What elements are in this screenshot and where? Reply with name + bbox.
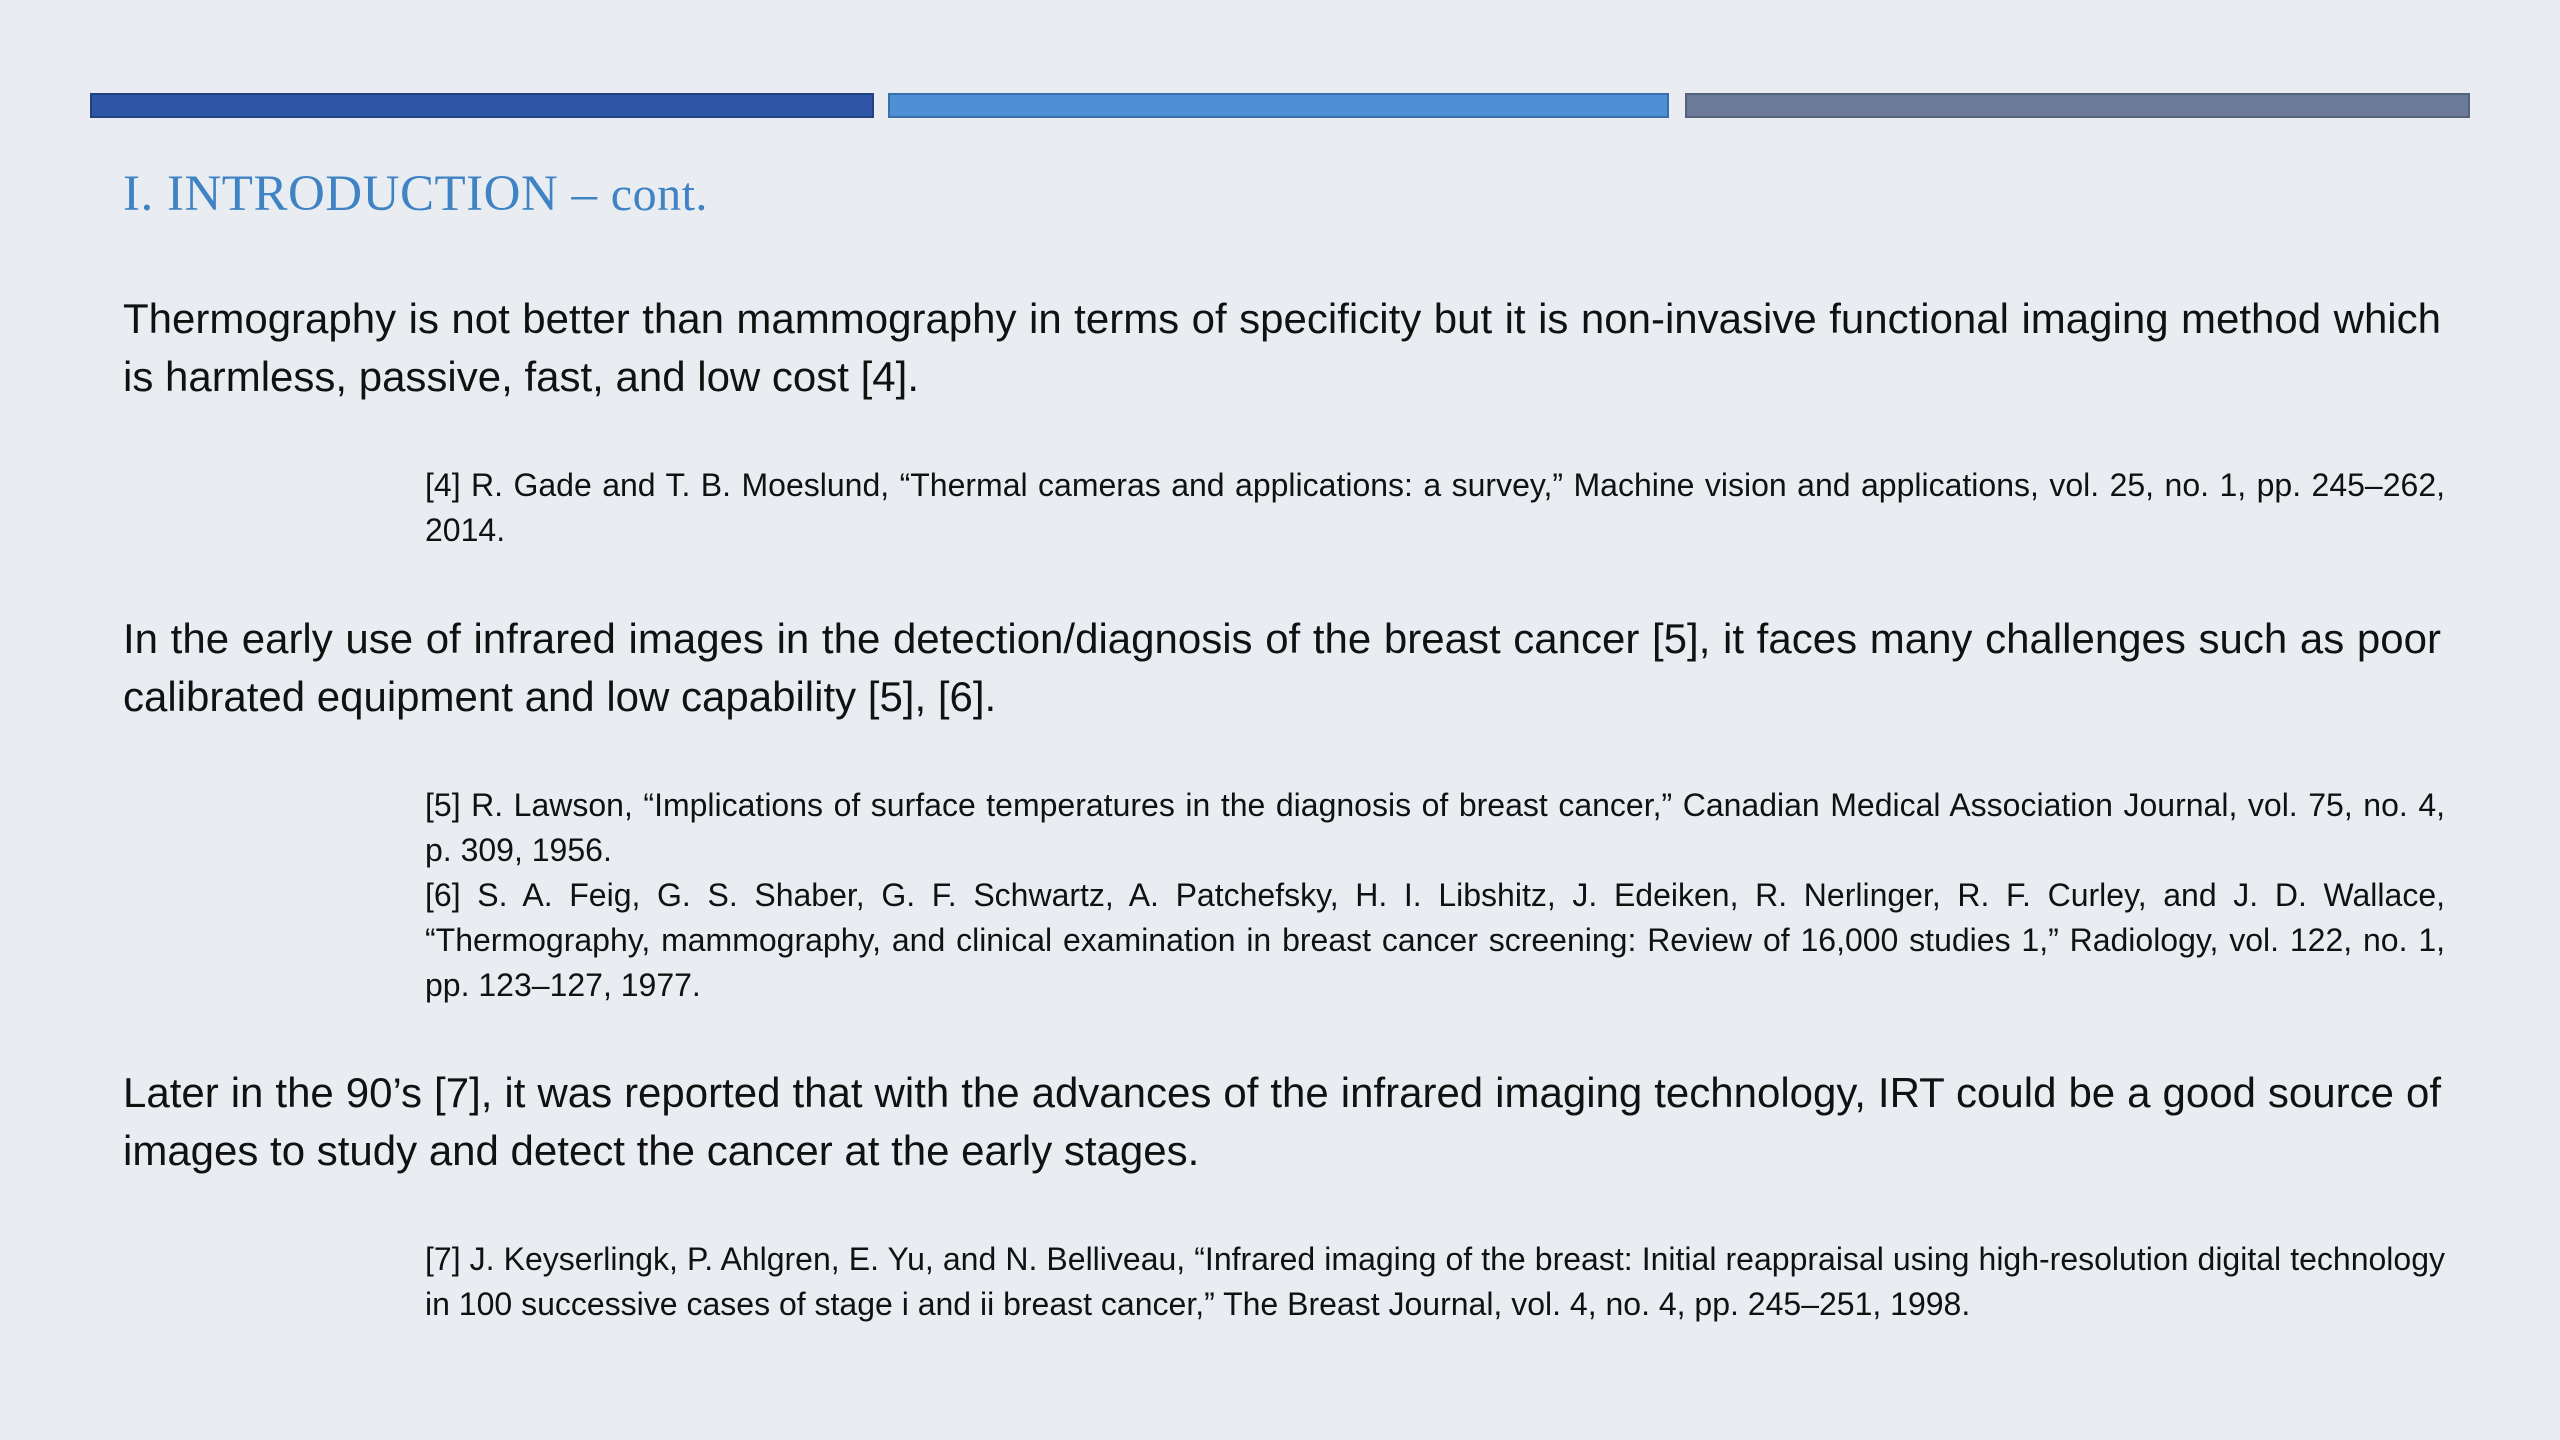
reference-7: [7] J. Keyserlingk, P. Ahlgren, E. Yu, and N. Belliveau, “Infrared imaging of the breast: Initial reappraisal using high-resolution digital technology in 100 successive cases of stage i and ii breast cancer,” The Breast Journal, vol. 4, no. 4, pp. 245–251, 1998. xyxy=(425,1241,2445,1322)
header-bar-middle xyxy=(888,93,1669,118)
reference-4: [4] R. Gade and T. B. Moeslund, “Thermal cameras and applications: a survey,” Machine vision and applications, vol. 25, no. 1, pp. 245–262, 2014. xyxy=(425,467,2445,548)
reference-block-5-6 xyxy=(425,783,2445,1008)
slide-title-main: I. INTRODUCTION – xyxy=(123,166,611,222)
slide-title xyxy=(123,165,708,223)
paragraph-thermography: Thermography is not better than mammography in terms of specificity but it is non-invasive functional imaging method which is harmless, passive, fast, and low cost [4]. xyxy=(123,295,2441,400)
reference-6: [6] S. A. Feig, G. S. Shaber, G. F. Schwartz, A. Patchefsky, H. I. Libshitz, J. Edeiken, R. Nerlinger, R. F. Curley, and J. D. Wallace, “Thermography, mammography, and clinical examination in breast cancer screening: Review of 16,000 studies 1,” Radiology, vol. 122, no. 1, pp. 123–127, 1977. xyxy=(425,877,2445,1003)
paragraph-early-use: In the early use of infrared images in the detection/diagnosis of the breast cancer [5], it faces many challenges such as poor calibrated equipment and low capability [5], [6]. xyxy=(123,615,2441,720)
paragraph-later-90s: Later in the 90’s [7], it was reported that with the advances of the infrared imaging technology, IRT could be a good source of images to study and detect the cancer at the early stages. xyxy=(123,1069,2441,1174)
header-bar-right xyxy=(1685,93,2470,118)
slide-title-suffix: cont. xyxy=(610,168,708,221)
reference-block-4 xyxy=(425,463,2445,553)
reference-block-7 xyxy=(425,1237,2445,1327)
reference-5: [5] R. Lawson, “Implications of surface temperatures in the diagnosis of breast cancer,” Canadian Medical Association Journal, vol. 75, no. 4, p. 309, 1956. xyxy=(425,787,2445,868)
header-bar-left xyxy=(90,93,874,118)
